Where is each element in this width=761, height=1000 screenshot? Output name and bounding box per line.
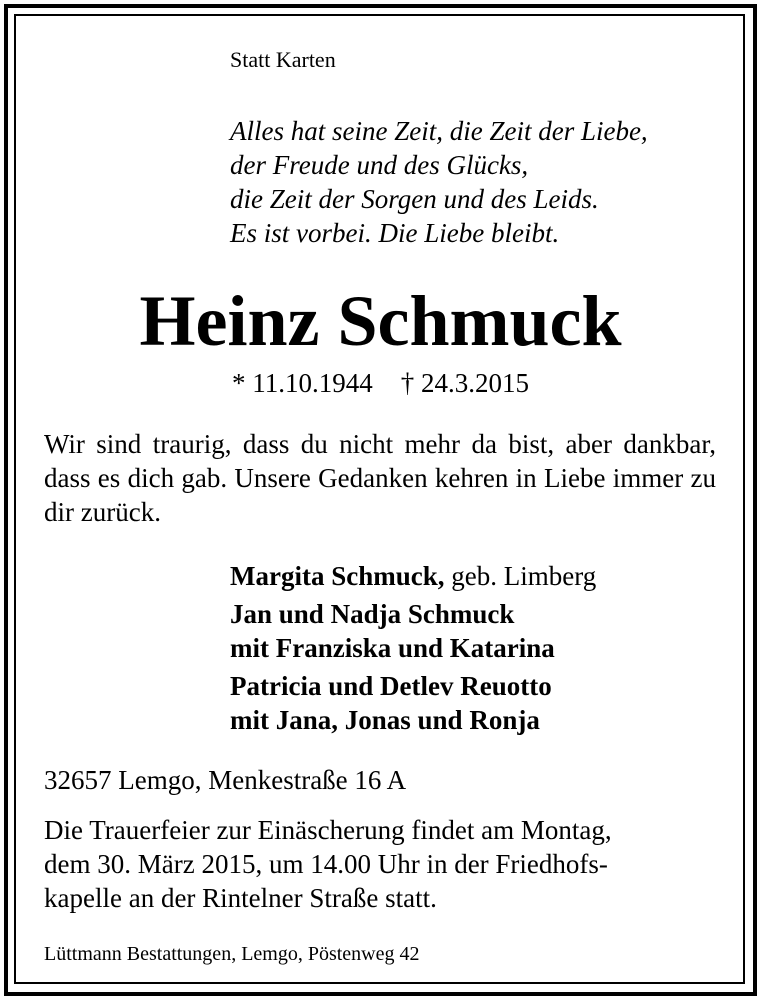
- mourner-line: [230, 669, 596, 703]
- mourner-line: [230, 703, 596, 737]
- mourner-line: [230, 597, 596, 631]
- birth-date: * 11.10.1944: [232, 368, 373, 398]
- mourner-name: mit Franziska und Katarina: [230, 633, 555, 663]
- deceased-name: Heinz Schmuck: [139, 281, 622, 361]
- mourner-group: [230, 597, 596, 665]
- intro-text: Statt Karten: [230, 47, 336, 72]
- poem: [230, 114, 648, 250]
- mourner-name: Patricia und Detlev Reuotto: [230, 671, 552, 701]
- poem-line: Alles hat seine Zeit, die Zeit der Liebe,: [230, 116, 648, 146]
- mourner-name: Margita Schmuck,: [230, 561, 445, 591]
- mourner-group: [230, 669, 596, 737]
- mourner-line: [230, 559, 596, 593]
- funeral-service-info: [44, 813, 716, 915]
- death-date: † 24.3.2015: [400, 368, 529, 398]
- service-line: kapelle an der Rintelner Straße statt.: [44, 883, 437, 913]
- mourners-list: [230, 559, 596, 741]
- poem-line: die Zeit der Sorgen und des Leids.: [230, 184, 599, 214]
- condolence-message: Wir sind traurig, dass du nicht mehr da bist, aber dankbar, dass es dich gab. Unsere Gedanken kehren in Liebe immer zu dir zurück.: [44, 429, 716, 527]
- mourner-name: Jan und Nadja Schmuck: [230, 599, 515, 629]
- mourner-group: [230, 559, 596, 593]
- life-dates: [0, 366, 761, 400]
- mourner-note: geb. Limberg: [444, 561, 597, 591]
- mourner-line: [230, 631, 596, 665]
- service-line: dem 30. März 2015, um 14.00 Uhr in der Friedhofs-: [44, 849, 608, 879]
- poem-line: Es ist vorbei. Die Liebe bleibt.: [230, 218, 560, 248]
- undertaker-info: Lüttmann Bestattungen, Lemgo, Pöstenweg 42: [44, 943, 420, 965]
- mourner-name: mit Jana, Jonas und Ronja: [230, 705, 540, 735]
- family-address: 32657 Lemgo, Menkestraße 16 A: [44, 765, 407, 795]
- service-line: Die Trauerfeier zur Einäscherung findet am Montag,: [44, 815, 612, 845]
- poem-line: der Freude und des Glücks,: [230, 150, 529, 180]
